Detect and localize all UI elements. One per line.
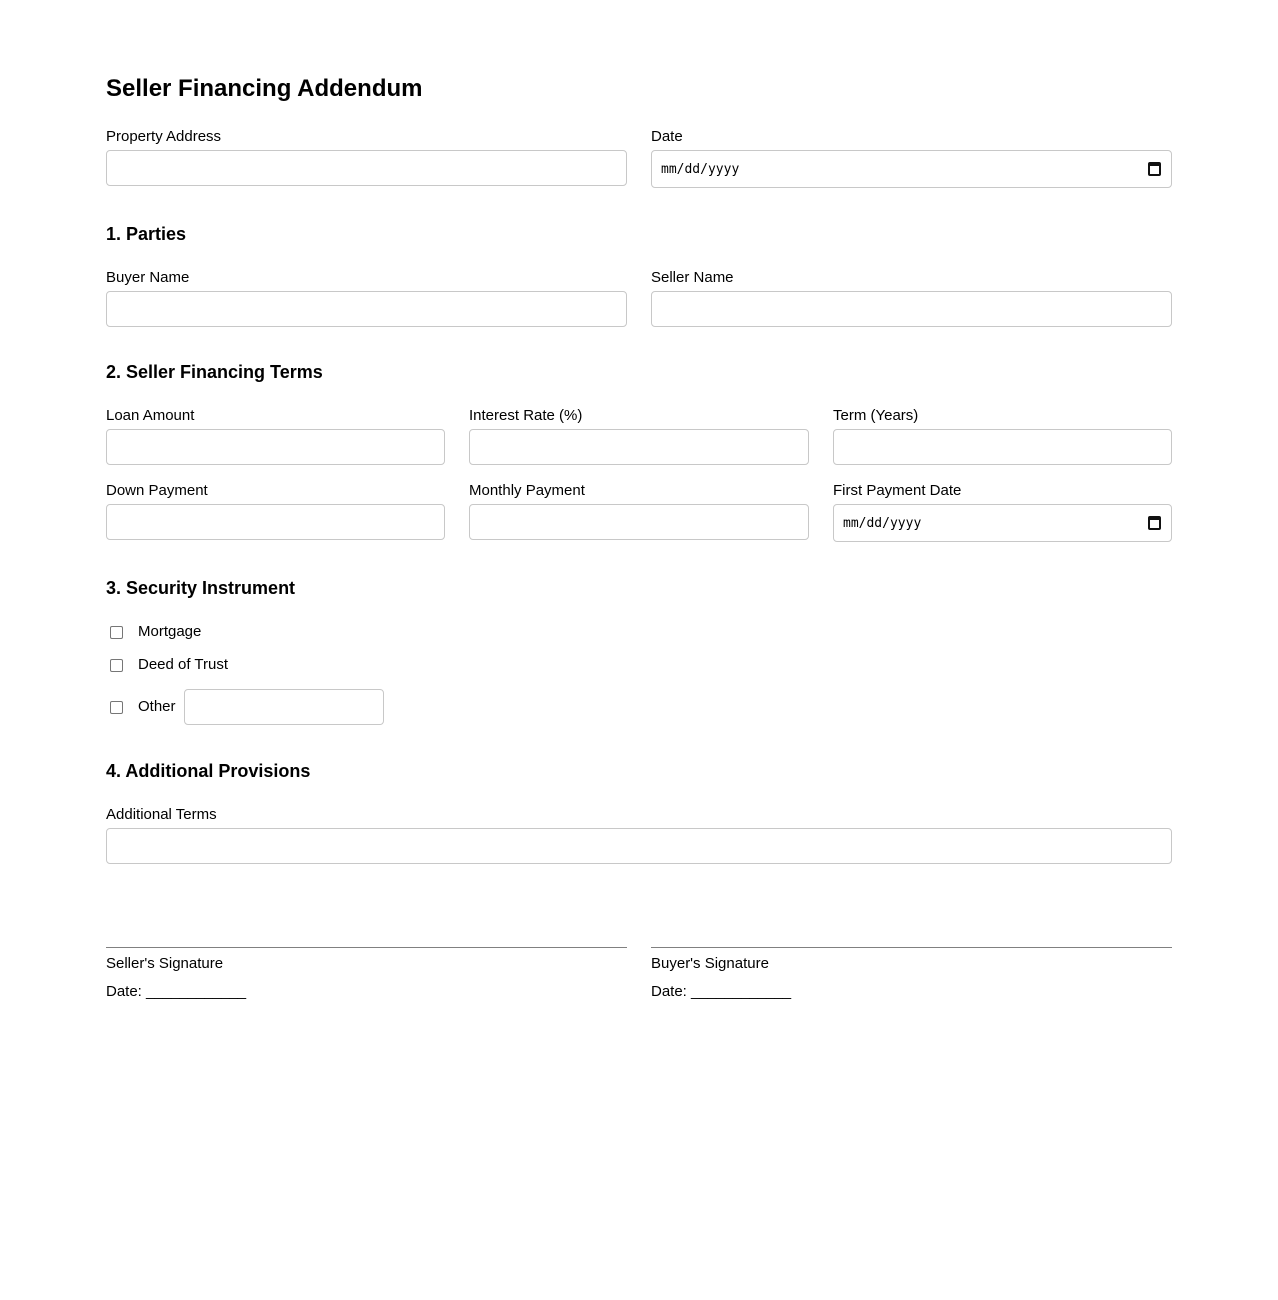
buyer-signature-block — [651, 947, 1172, 1001]
monthly-payment-group — [469, 482, 809, 540]
buyer-name-input[interactable] — [106, 291, 627, 327]
date-placeholder: mm/dd/yyyy — [661, 161, 740, 177]
term-years-input[interactable] — [833, 429, 1172, 465]
first-payment-date-group — [833, 482, 1172, 542]
loan-amount-input[interactable] — [106, 429, 445, 465]
property-address-input[interactable] — [106, 150, 627, 186]
deed-of-trust-label: Deed of Trust — [138, 656, 229, 673]
buyer-name-label: Buyer Name — [106, 269, 190, 286]
first-payment-date-input[interactable] — [833, 504, 1172, 542]
date-group — [651, 128, 1172, 188]
first-payment-date-label: First Payment Date — [833, 482, 962, 499]
loan-amount-group — [106, 407, 445, 465]
buyer-name-group — [106, 269, 627, 327]
section-provisions-heading: 4. Additional Provisions — [106, 761, 311, 781]
mortgage-checkbox[interactable] — [110, 626, 123, 639]
buyer-signature-label: Buyer's Signature — [651, 955, 769, 972]
property-address-label: Property Address — [106, 128, 222, 145]
buyer-signature-line — [651, 947, 1172, 948]
date-label: Date — [651, 128, 683, 145]
additional-terms-group — [106, 806, 1172, 864]
deed-of-trust-option — [106, 656, 228, 674]
date-input[interactable] — [651, 150, 1172, 188]
seller-signature-line — [106, 947, 627, 948]
section-terms-heading: 2. Seller Financing Terms — [106, 362, 323, 382]
calendar-icon[interactable] — [1148, 516, 1161, 530]
interest-rate-input[interactable] — [469, 429, 809, 465]
other-option — [106, 689, 384, 725]
additional-terms-label: Additional Terms — [106, 806, 217, 823]
seller-name-group — [651, 269, 1172, 327]
seller-signature-block — [106, 947, 627, 1001]
term-years-group — [833, 407, 1172, 465]
seller-name-input[interactable] — [651, 291, 1172, 327]
deed-of-trust-checkbox[interactable] — [110, 659, 123, 672]
monthly-payment-input[interactable] — [469, 504, 809, 540]
seller-signature-date: Date: ____________ — [106, 983, 247, 1000]
down-payment-group — [106, 482, 445, 540]
mortgage-option — [106, 623, 201, 641]
down-payment-label: Down Payment — [106, 482, 208, 499]
buyer-signature-date: Date: ____________ — [651, 983, 792, 1000]
seller-name-label: Seller Name — [651, 269, 734, 286]
other-checkbox[interactable] — [110, 701, 123, 714]
loan-amount-label: Loan Amount — [106, 407, 195, 424]
calendar-icon[interactable] — [1148, 162, 1161, 176]
other-label: Other — [138, 698, 176, 715]
interest-rate-label: Interest Rate (%) — [469, 407, 583, 424]
section-parties-heading: 1. Parties — [106, 224, 187, 244]
down-payment-input[interactable] — [106, 504, 445, 540]
property-address-group — [106, 128, 627, 186]
monthly-payment-label: Monthly Payment — [469, 482, 585, 499]
additional-terms-input[interactable] — [106, 828, 1172, 864]
seller-signature-label: Seller's Signature — [106, 955, 224, 972]
other-input[interactable] — [184, 689, 384, 725]
section-security-heading: 3. Security Instrument — [106, 578, 296, 598]
first-payment-date-placeholder: mm/dd/yyyy — [843, 515, 922, 531]
term-years-label: Term (Years) — [833, 407, 919, 424]
page-title: Seller Financing Addendum — [106, 75, 423, 102]
mortgage-label: Mortgage — [138, 623, 202, 640]
interest-rate-group — [469, 407, 809, 465]
